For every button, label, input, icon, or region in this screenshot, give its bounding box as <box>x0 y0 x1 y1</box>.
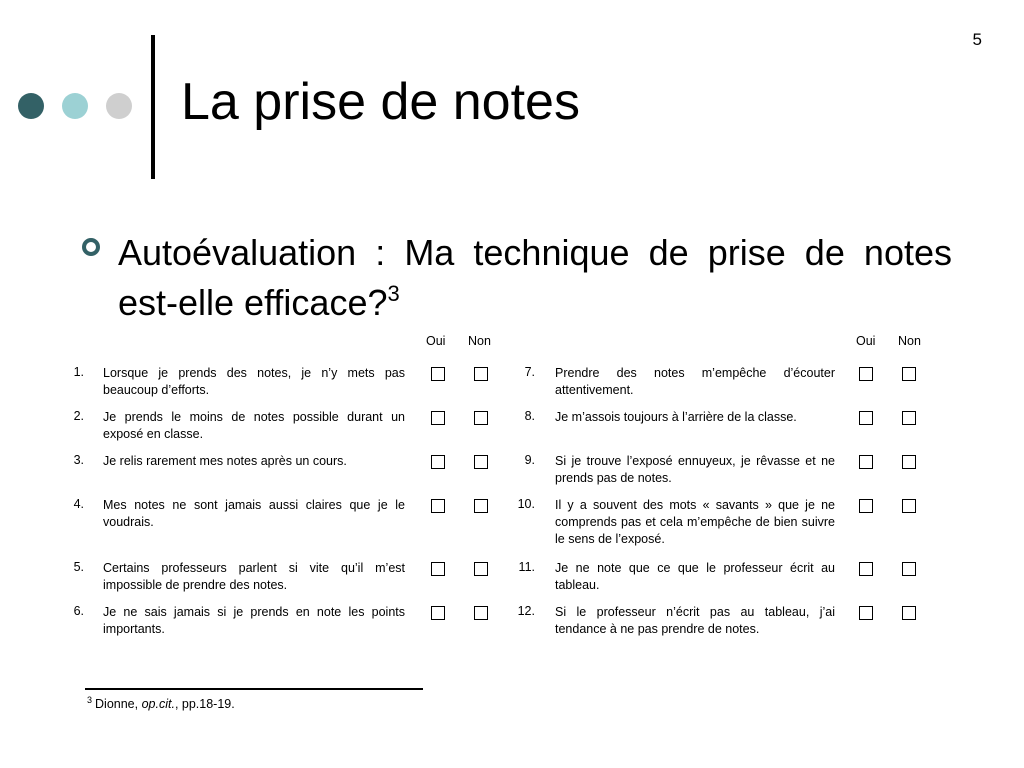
page-number: 5 <box>972 30 982 49</box>
question-number: 9. <box>524 453 535 467</box>
oui-checkbox[interactable] <box>431 562 445 576</box>
column-header <box>509 333 939 365</box>
question-number: 3. <box>73 453 84 467</box>
question-text: Lorsque je prends des notes, je n’y mets pas beaucoup d’efforts. <box>103 366 405 397</box>
oui-checkbox[interactable] <box>859 562 873 576</box>
teal-dot-icon <box>62 93 88 119</box>
question-row <box>64 497 494 560</box>
footnote-divider <box>85 688 423 690</box>
question-row <box>509 409 939 453</box>
oui-checkbox[interactable] <box>431 367 445 381</box>
bullet-label: Autoévaluation : Ma technique de prise de notes est-elle efficace? <box>118 232 952 323</box>
oui-header: Oui <box>856 334 876 348</box>
oui-checkbox[interactable] <box>859 367 873 381</box>
oui-checkbox[interactable] <box>431 499 445 513</box>
non-checkbox[interactable] <box>902 562 916 576</box>
question-number: 1. <box>73 365 84 379</box>
non-checkbox[interactable] <box>474 606 488 620</box>
question-number: 12. <box>517 604 535 618</box>
column-header <box>64 333 494 365</box>
question-text: Je prends le moins de notes possible durant un exposé en classe. <box>103 410 405 441</box>
title-divider <box>151 35 155 179</box>
question-row <box>509 453 939 497</box>
ring-bullet-icon <box>82 238 100 256</box>
question-text: Si je trouve l’exposé ennuyeux, je rêvasse et ne prends pas de notes. <box>555 454 835 485</box>
question-row <box>509 497 939 560</box>
slide-title: La prise de notes <box>181 73 580 131</box>
oui-checkbox[interactable] <box>859 606 873 620</box>
decorative-dots <box>18 93 132 119</box>
question-row <box>509 604 939 648</box>
non-header: Non <box>898 334 921 348</box>
question-text: Je ne note que ce que le professeur écrit au tableau. <box>555 561 835 592</box>
question-row <box>64 604 494 648</box>
footnote-number: 3 <box>87 695 93 705</box>
question-number: 8. <box>524 409 535 423</box>
non-checkbox[interactable] <box>902 455 916 469</box>
question-text: Je ne sais jamais si je prends en note les points importants. <box>103 605 405 636</box>
question-number: 2. <box>73 409 84 423</box>
non-checkbox[interactable] <box>474 455 488 469</box>
bullet-text <box>118 228 952 328</box>
question-row <box>64 409 494 453</box>
footnote <box>87 697 235 711</box>
oui-checkbox[interactable] <box>859 411 873 425</box>
oui-checkbox[interactable] <box>859 499 873 513</box>
question-text: Je relis rarement mes notes après un cours. <box>103 454 347 468</box>
non-checkbox[interactable] <box>474 367 488 381</box>
question-row <box>64 365 494 409</box>
question-number: 4. <box>73 497 84 511</box>
question-number: 6. <box>73 604 84 618</box>
question-text: Il y a souvent des mots « savants » que je ne comprends pas et cela m’empêche de bien suivre le sens de l’exposé. <box>555 498 835 546</box>
non-checkbox[interactable] <box>474 411 488 425</box>
oui-checkbox[interactable] <box>431 455 445 469</box>
question-number: 10. <box>517 497 535 511</box>
question-row <box>509 560 939 604</box>
footnote-author: Dionne, <box>95 697 139 711</box>
question-text: Mes notes ne sont jamais aussi claires que je le voudrais. <box>103 498 405 529</box>
questionnaire-left <box>64 333 494 648</box>
non-checkbox[interactable] <box>474 562 488 576</box>
non-checkbox[interactable] <box>902 411 916 425</box>
non-header: Non <box>468 334 491 348</box>
footnote-ref: 3 <box>387 281 400 306</box>
question-text: Prendre des notes m’empêche d’écouter attentivement. <box>555 366 835 397</box>
question-row <box>509 365 939 409</box>
oui-checkbox[interactable] <box>431 606 445 620</box>
footnote-work: op.cit. <box>141 697 175 711</box>
question-number: 7. <box>524 365 535 379</box>
question-text: Je m’assois toujours à l’arrière de la classe. <box>555 410 797 424</box>
question-text: Certains professeurs parlent si vite qu’il m’est impossible de prendre des notes. <box>103 561 405 592</box>
question-number: 5. <box>73 560 84 574</box>
question-row <box>64 560 494 604</box>
question-row <box>64 453 494 497</box>
gray-dot-icon <box>106 93 132 119</box>
oui-checkbox[interactable] <box>859 455 873 469</box>
non-checkbox[interactable] <box>902 499 916 513</box>
non-checkbox[interactable] <box>902 367 916 381</box>
question-number: 11. <box>518 560 535 574</box>
question-text: Si le professeur n’écrit pas au tableau, j’ai tendance à ne pas prendre de notes. <box>555 605 835 636</box>
questionnaire-right <box>509 333 939 648</box>
dark-dot-icon <box>18 93 44 119</box>
oui-header: Oui <box>426 334 446 348</box>
bullet-item <box>82 228 952 328</box>
non-checkbox[interactable] <box>474 499 488 513</box>
non-checkbox[interactable] <box>902 606 916 620</box>
footnote-pages: , pp.18-19. <box>174 697 235 711</box>
oui-checkbox[interactable] <box>431 411 445 425</box>
